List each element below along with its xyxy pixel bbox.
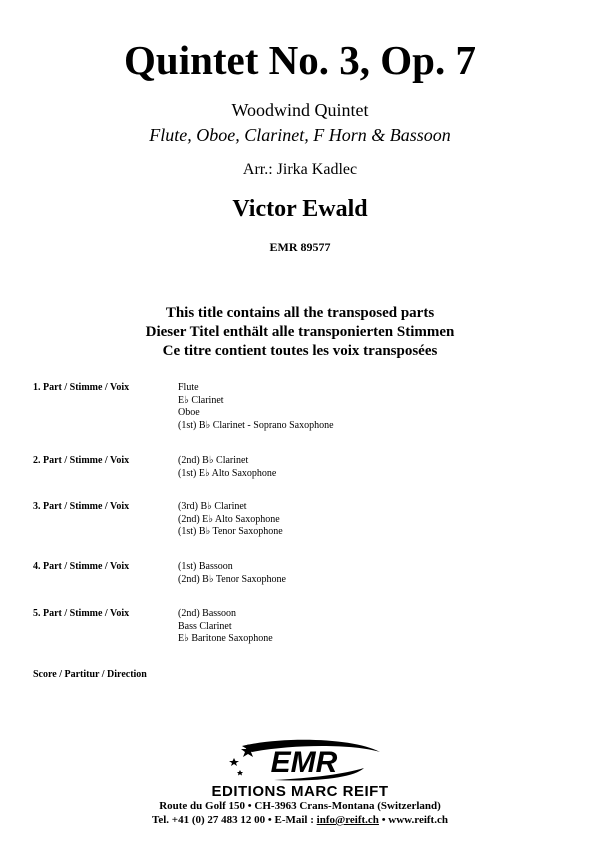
publisher-name: EDITIONS MARC REIFT [211,783,389,800]
instrument-item: (2nd) B♭ Clarinet [178,455,249,466]
instrument-item: Oboe [178,407,200,418]
instrument-item: (2nd) B♭ Tenor Saxophone [178,573,286,585]
emr-logo [204,738,396,800]
part-instruments [178,382,334,432]
instrument-item: Bass Clarinet [178,620,232,632]
part-label: 4. Part / Stimme / Voix [33,561,130,572]
instrument-item: Flute [178,382,199,393]
page-title: Quintet No. 3, Op. 7 [124,37,476,83]
transposed-note-fr: Ce titre contient toutes les voix transposées [162,343,438,359]
part-label: 1. Part / Stimme / Voix [33,382,130,393]
contact-prefix: Tel. +41 (0) 27 483 12 00 • E-Mail : [152,814,317,826]
instrument-item: E♭ Baritone Saxophone [178,633,273,644]
score-label: Score / Partitur / Direction [33,669,147,680]
part-instruments [178,561,286,586]
subtitle: Woodwind Quintet [231,100,369,120]
contact-suffix: • www.reift.ch [378,814,448,826]
transposed-note-en: This title contains all the transposed parts [165,305,435,321]
part-label: 5. Part / Stimme / Voix [33,608,130,619]
email-link[interactable]: info@reift.ch [316,814,379,826]
instrument-item: (2nd) E♭ Alto Saxophone [178,513,280,525]
instrument-item: (2nd) Bassoon [178,608,237,619]
instrument-item: (1st) B♭ Clarinet - Soprano Saxophone [178,419,334,431]
publisher-contact [0,814,600,827]
publisher-address: Route du Golf 150 • CH-3963 Crans-Montana (Switzerland) [159,800,441,812]
arranger: Arr.: Jirka Kadlec [242,161,358,178]
composer: Victor Ewald [232,196,368,222]
instrument-item: (1st) E♭ Alto Saxophone [178,467,277,479]
instrument-item: E♭ Clarinet [178,394,224,406]
part-instruments [178,501,283,539]
part-instruments [178,608,273,646]
transposed-note-de: Dieser Titel enthält alle transponierten Stimmen [145,324,455,340]
part-instruments [178,455,276,480]
part-label: 3. Part / Stimme / Voix [33,501,130,512]
instrument-item: (1st) B♭ Tenor Saxophone [178,526,283,537]
instrumentation: Flute, Oboe, Clarinet, F Horn & Bassoon [149,125,451,145]
catalog-number: EMR 89577 [269,240,331,254]
part-label: 2. Part / Stimme / Voix [33,455,130,466]
logo-text: EMR [270,746,338,779]
instrument-item: (1st) Bassoon [178,561,233,572]
instrument-item: (3rd) B♭ Clarinet [178,501,247,512]
